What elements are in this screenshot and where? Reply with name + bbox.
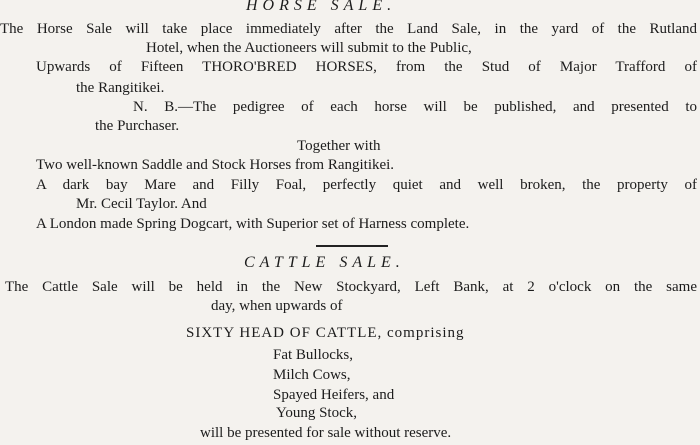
section-divider	[316, 245, 388, 247]
horse-sale-item: Mr. Cecil Taylor. And	[76, 196, 207, 212]
cattle-item: Young Stock,	[276, 405, 357, 421]
cattle-item: Spayed Heifers, and	[273, 387, 395, 403]
cattle-sale-paragraph-line: The Cattle Sale will be held in the New Stockyard, Left Bank, at 2 o'clock on the same	[5, 279, 697, 295]
horse-sale-heading: HORSE SALE.	[246, 0, 397, 14]
cattle-item: Milch Cows,	[273, 367, 351, 383]
horse-sale-paragraph-line: Upwards of Fifteen THORO'BRED HORSES, from the Stud of Major Trafford of	[36, 59, 697, 75]
horse-sale-item: A London made Spring Dogcart, with Superior set of Harness complete.	[36, 216, 470, 232]
horse-sale-paragraph-line: The Horse Sale will take place immediately after the Land Sale, in the yard of the Rutland	[0, 21, 697, 37]
horse-sale-note-line: N. B.—The pedigree of each horse will be published, and presented to	[133, 99, 697, 115]
cattle-sale-closing: will be presented for sale without reserve.	[200, 425, 452, 441]
cattle-head-line: SIXTY HEAD OF CATTLE, comprising	[186, 325, 465, 341]
cattle-sale-heading: CATTLE SALE.	[244, 254, 405, 271]
cattle-sale-paragraph-line: day, when upwards of	[211, 298, 343, 314]
together-with-line: Together with	[297, 138, 381, 154]
horse-sale-item: Two well-known Saddle and Stock Horses from Rangitikei.	[36, 157, 395, 173]
horse-sale-paragraph-line: the Rangitikei.	[76, 80, 165, 96]
horse-sale-note-line: the Purchaser.	[95, 118, 180, 134]
horse-sale-item: A dark bay Mare and Filly Foal, perfectly quiet and well broken, the property of	[36, 177, 697, 193]
cattle-item: Fat Bullocks,	[273, 347, 354, 363]
horse-sale-paragraph-line: Hotel, when the Auctioneers will submit to the Public,	[146, 40, 472, 56]
